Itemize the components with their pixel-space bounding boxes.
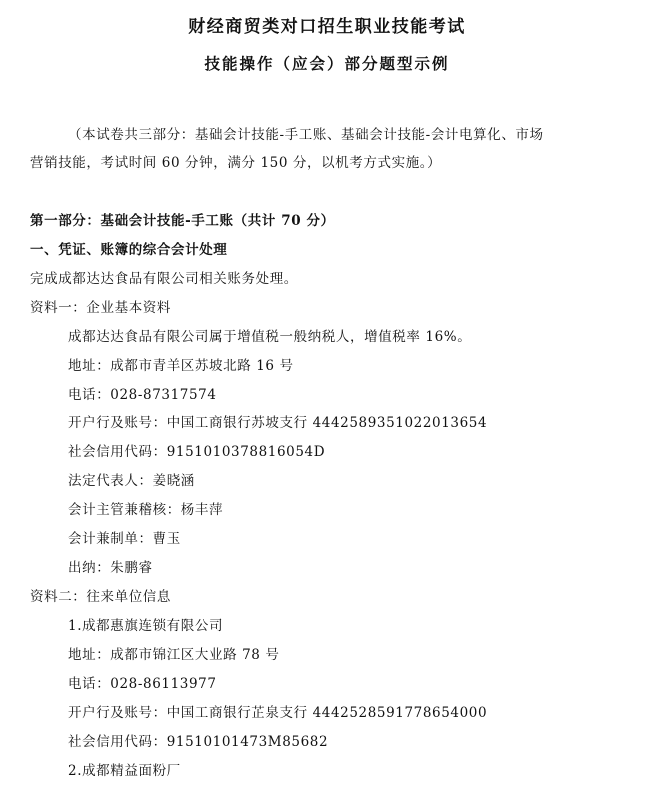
material1-line: 成都达达食品有限公司属于增值税一般纳税人，增值税率 16%。 (68, 329, 472, 345)
document-subtitle: 技能操作（应会）部分题型示例 (204, 54, 450, 73)
company1-line: 社会信用代码：91510101473M85682 (68, 734, 329, 750)
company1-name: 1.成都惠旗连锁有限公司 (68, 618, 224, 634)
company2-name: 2.成都精益面粉厂 (68, 763, 181, 779)
material1-label: 资料一：企业基本资料 (30, 300, 171, 316)
task-statement: 完成成都达达食品有限公司相关账务处理。 (30, 271, 298, 287)
material1-line: 会计兼制单：曹玉 (68, 531, 181, 547)
company1-line: 电话：028-86113977 (68, 676, 217, 692)
material1-line: 社会信用代码：9151010378816054D (68, 444, 326, 460)
part1-heading: 第一部分：基础会计技能-手工账（共计 70 分） (30, 213, 335, 229)
company1-line: 地址：成都市锦江区大业路 78 号 (68, 647, 280, 663)
material1-line: 会计主管兼稽核：杨丰萍 (68, 502, 224, 518)
section1-heading: 一、凭证、账簿的综合会计处理 (30, 242, 228, 258)
intro-line-1: （本试卷共三部分：基础会计技能-手工账、基础会计技能-会计电算化、市场 (68, 127, 544, 143)
material1-line: 电话：028-87317574 (68, 387, 217, 403)
material1-line: 地址：成都市青羊区苏坡北路 16 号 (68, 358, 294, 374)
material2-label: 资料二：往来单位信息 (30, 589, 171, 605)
material1-line: 出纳：朱鹏睿 (68, 560, 153, 576)
document-title: 财经商贸类对口招生职业技能考试 (188, 17, 466, 37)
intro-line-2: 营销技能，考试时间 60 分钟，满分 150 分，以机考方式实施。） (30, 155, 442, 171)
material1-line: 开户行及账号：中国工商银行苏坡支行 4442589351022013654 (68, 415, 488, 431)
material1-line: 法定代表人：姜晓涵 (68, 473, 195, 489)
company1-line: 开户行及账号：中国工商银行芷泉支行 4442528591778654000 (68, 705, 488, 721)
